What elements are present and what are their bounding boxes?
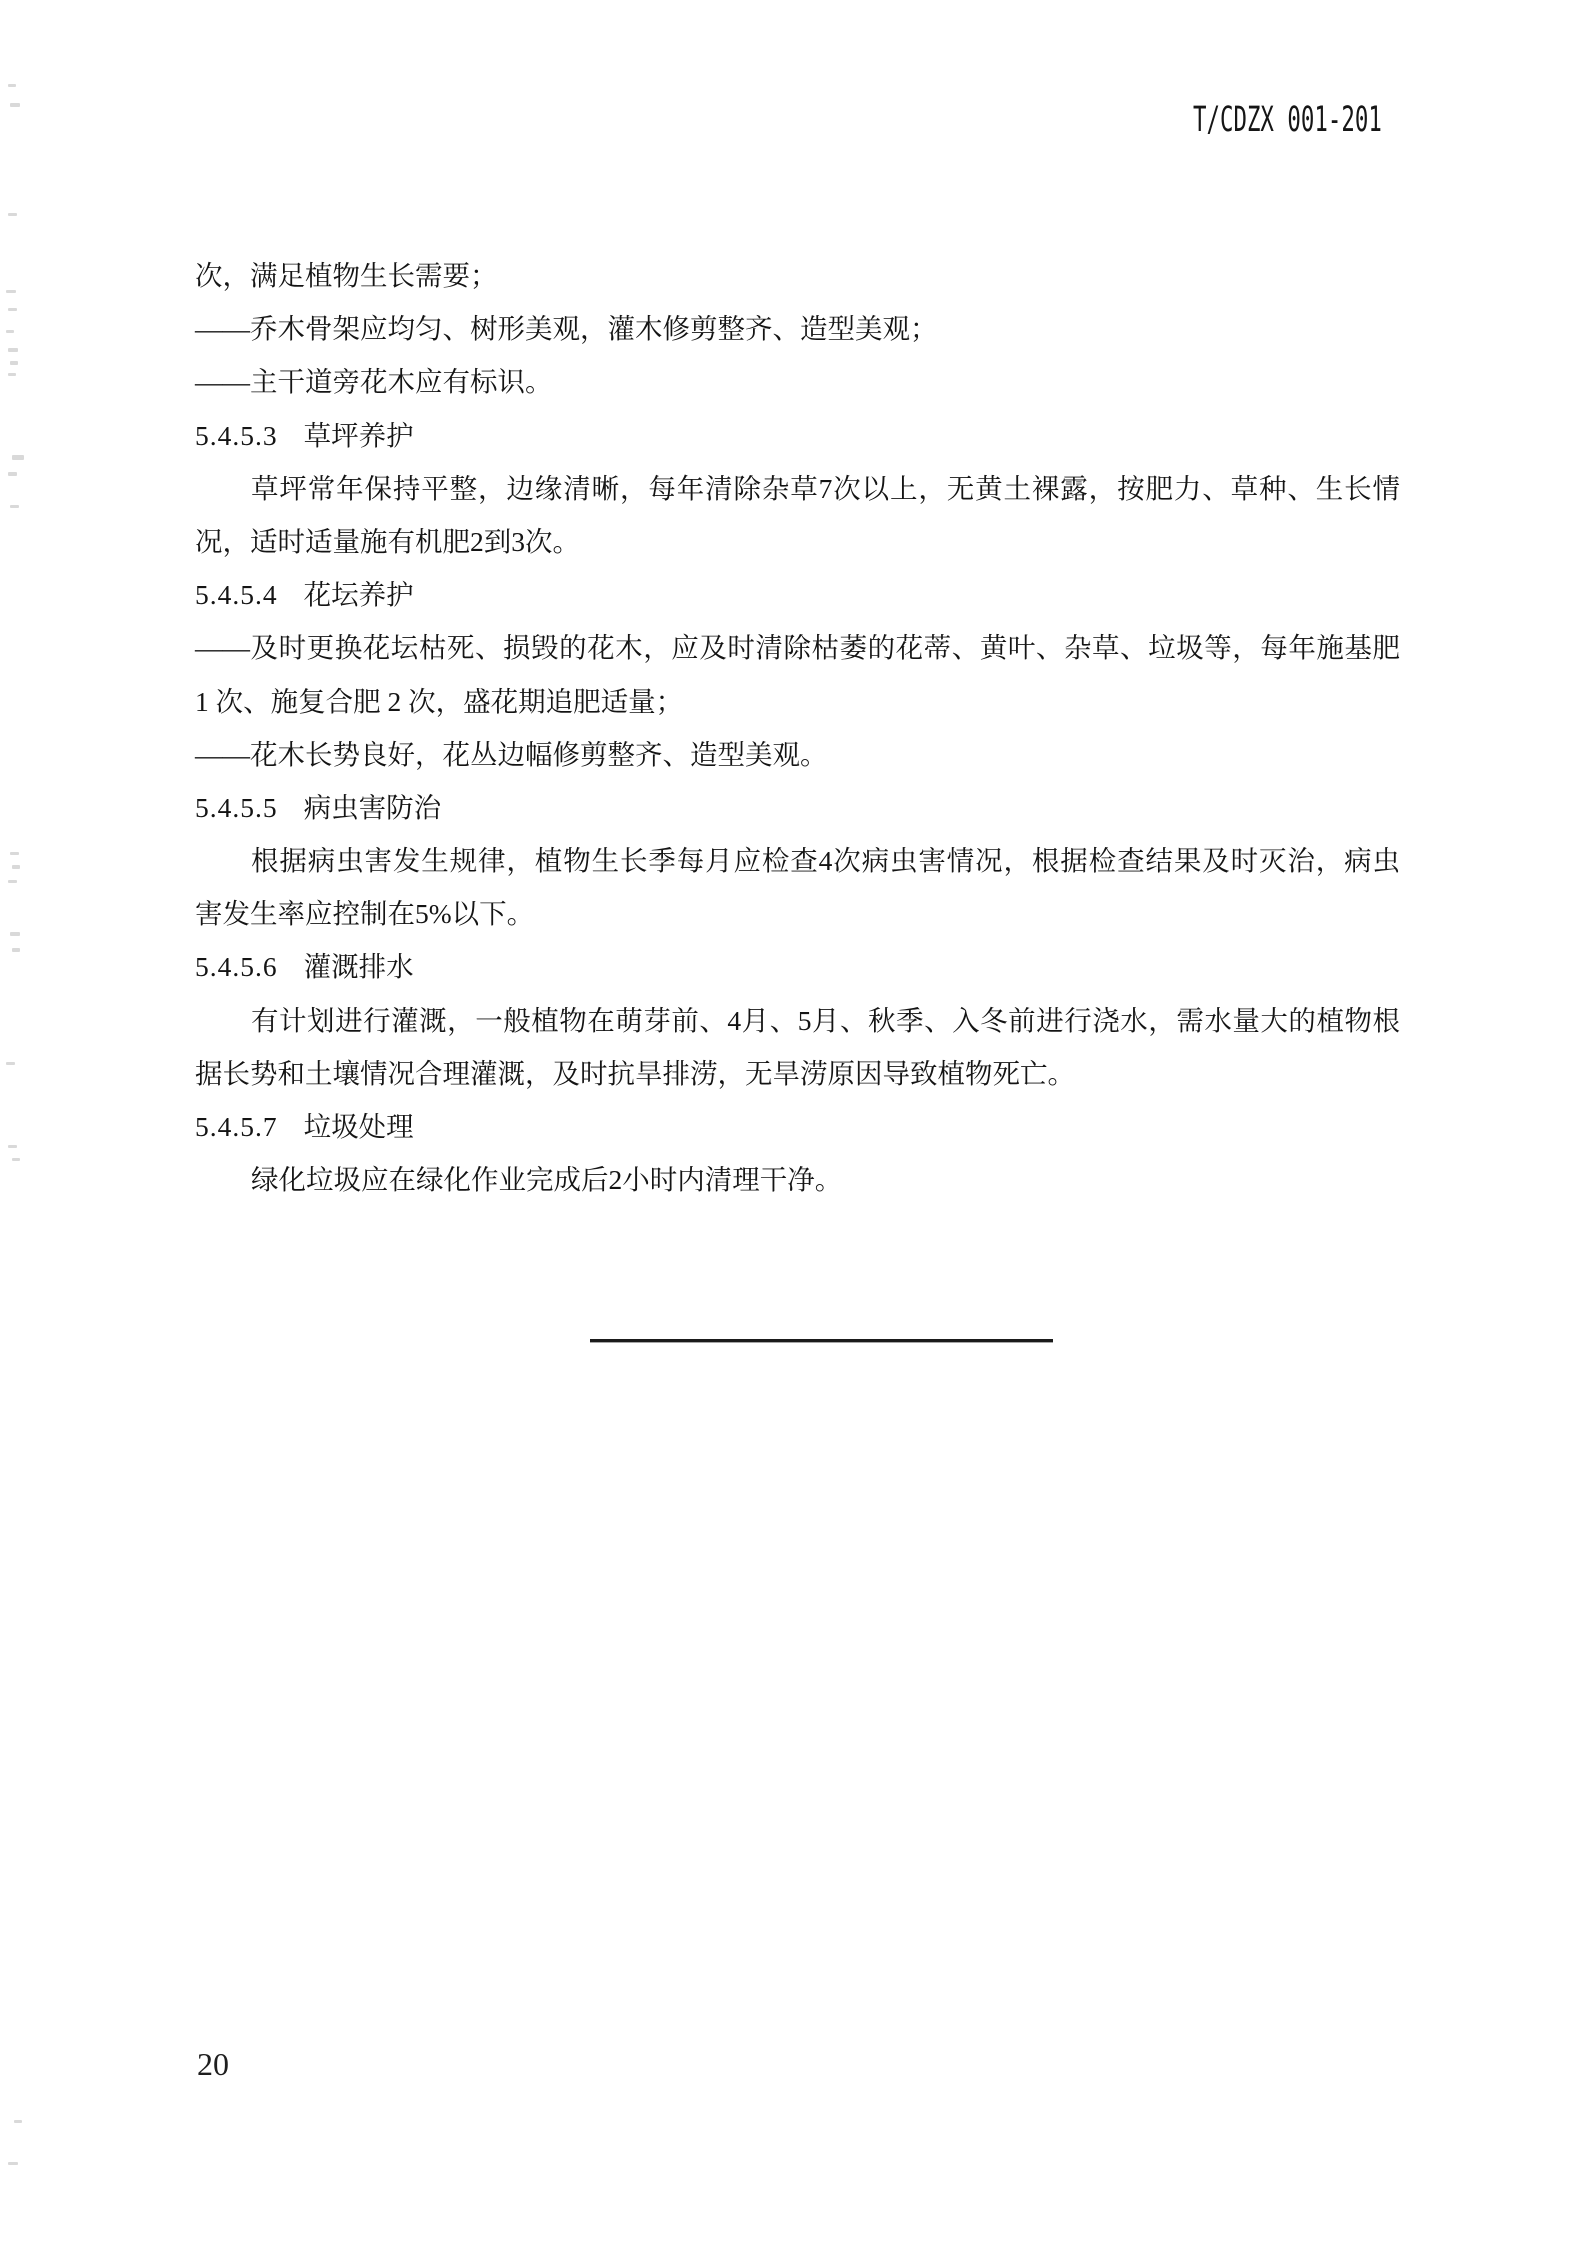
scan-artifact <box>10 361 18 365</box>
text-line: 绿化垃圾应在绿化作业完成后2小时内清理干净。 <box>251 1164 843 1196</box>
scan-artifact <box>14 2120 22 2123</box>
text-line: 害发生率应控制在5%以下。 <box>195 898 535 930</box>
clause-number: 5.4.5.5 <box>195 791 278 823</box>
scan-artifact <box>8 373 16 376</box>
text-line: 根据病虫害发生规律，植物生长季每月应检查4次病虫害情况，根据检查结果及时灭治，病虫 <box>251 845 1400 877</box>
text-line: 次，满足植物生长需要； <box>195 260 498 291</box>
scan-artifact <box>6 290 16 293</box>
clause-title: 草坪养护 <box>303 419 414 451</box>
text-line: 有计划进行灌溉，一般植物在萌芽前、4月、5月、秋季、入冬前进行浇水，需水量大的植物根 <box>251 1004 1400 1036</box>
scan-artifact <box>12 865 20 869</box>
scan-artifact <box>8 1145 17 1148</box>
section-heading <box>195 781 1400 834</box>
scan-artifact <box>10 103 20 107</box>
clause-title: 垃圾处理 <box>303 1111 414 1142</box>
section-heading <box>195 568 1400 621</box>
end-of-document-rule <box>590 1339 1053 1342</box>
scan-artifact <box>8 84 16 87</box>
text-line: ——花木长势良好，花丛边幅修剪整齐、造型美观。 <box>195 738 828 770</box>
scan-artifact <box>8 348 18 352</box>
scan-artifact <box>12 948 20 952</box>
clause-number: 5.4.5.4 <box>195 579 278 611</box>
text-line: ——乔木骨架应均匀、树形美观，灌木修剪整齐、造型美观； <box>195 313 938 345</box>
text-line: 1 次、施复合肥 2 次，盛花期追肥适量； <box>195 685 684 717</box>
clause-title: 病虫害防治 <box>303 791 442 823</box>
scan-artifact <box>10 932 20 936</box>
text-line: 草坪常年保持平整，边缘清晰，每年清除杂草7次以上，无黄土裸露，按肥力、草种、生长情 <box>251 472 1400 504</box>
clause-title: 花坛养护 <box>303 579 414 611</box>
section-heading <box>195 409 1400 462</box>
page-number: 20 <box>197 2046 229 2082</box>
scan-artifact <box>10 852 19 855</box>
scan-artifact <box>8 2162 18 2165</box>
scan-artifact <box>12 455 24 460</box>
text-line: 据长势和土壤情况合理灌溉，及时抗旱排涝，无旱涝原因导致植物死亡。 <box>195 1057 1075 1089</box>
text-line: ——及时更换花坛枯死、损毁的花木，应及时清除枯萎的花蒂、黄叶、杂草、垃圾等，每年施基肥 <box>195 632 1400 664</box>
scan-artifact <box>6 330 14 333</box>
section-heading <box>195 1100 1400 1153</box>
clause-title: 灌溉排水 <box>303 951 414 983</box>
clause-number: 5.4.5.6 <box>195 951 278 983</box>
scan-artifact <box>6 1062 15 1065</box>
document-code: T/CDZX 001-201 <box>1193 100 1382 140</box>
clause-number: 5.4.5.7 <box>195 1111 278 1142</box>
clause-number: 5.4.5.3 <box>195 419 278 451</box>
scan-artifact <box>8 880 17 883</box>
scan-artifact <box>8 213 17 216</box>
section-heading <box>195 940 1400 993</box>
scan-artifact <box>10 505 19 508</box>
scan-artifact <box>8 308 17 311</box>
scan-artifact <box>8 472 17 476</box>
scan-artifact <box>12 1158 20 1161</box>
text-line: 况，适时适量施有机肥2到3次。 <box>195 525 580 557</box>
text-line: ——主干道旁花木应有标识。 <box>195 366 553 398</box>
document-body <box>195 249 1400 1206</box>
